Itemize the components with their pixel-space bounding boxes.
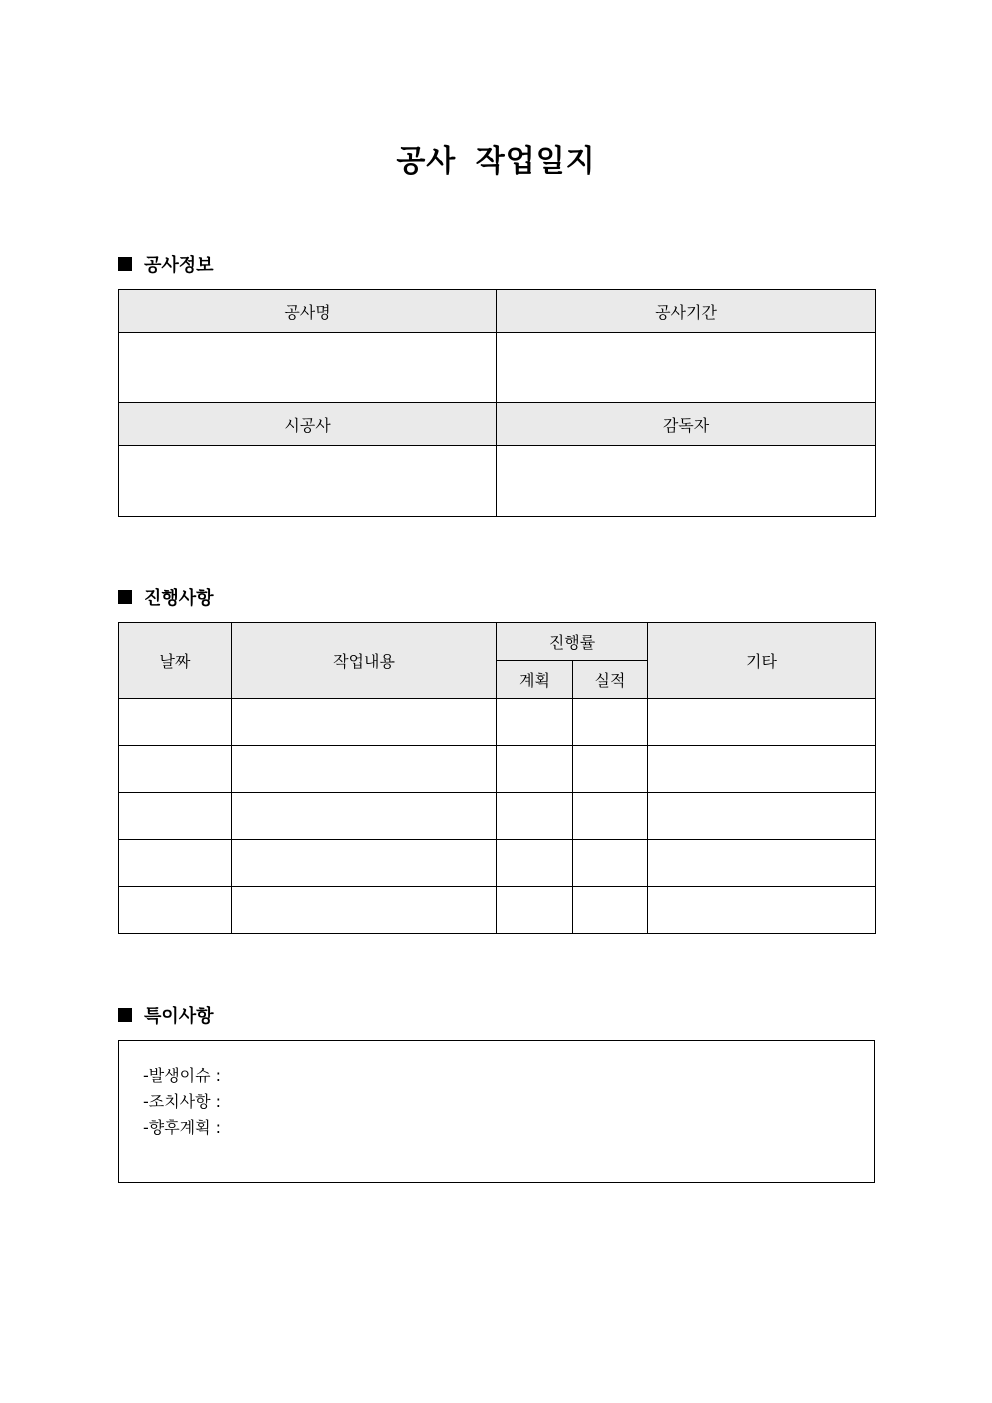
work-content-cell[interactable]: [232, 840, 497, 887]
supervisor-header: 감독자: [497, 403, 876, 446]
progress-rate-header: 진행률: [497, 623, 648, 661]
remark-action-line: -조치사항 :: [143, 1092, 222, 1111]
actual-cell[interactable]: [573, 887, 648, 934]
actual-cell[interactable]: [573, 793, 648, 840]
section-heading-info: [118, 252, 214, 276]
date-cell[interactable]: [119, 746, 232, 793]
plan-header: 계획: [497, 661, 573, 699]
project-name-header: 공사명: [119, 290, 497, 333]
work-content-cell[interactable]: [232, 746, 497, 793]
section-heading-progress: [118, 585, 214, 609]
remark-issue-line: -발생이슈 :: [143, 1066, 222, 1085]
actual-header: 실적: [573, 661, 648, 699]
supervisor-field[interactable]: [497, 446, 876, 517]
project-period-field[interactable]: [497, 333, 876, 403]
plan-cell[interactable]: [497, 887, 573, 934]
remarks-box[interactable]: [118, 1040, 875, 1183]
progress-table: [118, 622, 876, 934]
square-bullet-icon: [118, 590, 132, 604]
work-content-cell[interactable]: [232, 793, 497, 840]
section-heading-info-label: 공사정보: [144, 255, 214, 276]
date-cell[interactable]: [119, 887, 232, 934]
plan-cell[interactable]: [497, 746, 573, 793]
contractor-field[interactable]: [119, 446, 497, 517]
project-period-header: 공사기간: [497, 290, 876, 333]
square-bullet-icon: [118, 257, 132, 271]
section-heading-remarks: [118, 1003, 214, 1027]
section-heading-remarks-label: 특이사항: [144, 1006, 214, 1027]
remark-plan-line: -향후계획 :: [143, 1118, 222, 1137]
table-row: [119, 840, 876, 887]
work-content-cell[interactable]: [232, 699, 497, 746]
contractor-header: 시공사: [119, 403, 497, 446]
date-cell[interactable]: [119, 699, 232, 746]
etc-cell[interactable]: [648, 887, 876, 934]
plan-cell[interactable]: [497, 840, 573, 887]
section-heading-progress-label: 진행사항: [144, 588, 214, 609]
table-row: [119, 746, 876, 793]
date-cell[interactable]: [119, 793, 232, 840]
table-row: [119, 699, 876, 746]
etc-cell[interactable]: [648, 699, 876, 746]
table-row: [119, 793, 876, 840]
etc-header: 기타: [648, 623, 876, 699]
actual-cell[interactable]: [573, 699, 648, 746]
page-title: 공사 작업일지: [396, 144, 596, 179]
plan-cell[interactable]: [497, 699, 573, 746]
date-header: 날짜: [119, 623, 232, 699]
work-content-cell[interactable]: [232, 887, 497, 934]
etc-cell[interactable]: [648, 746, 876, 793]
etc-cell[interactable]: [648, 840, 876, 887]
square-bullet-icon: [118, 1008, 132, 1022]
table-row: [119, 887, 876, 934]
project-name-field[interactable]: [119, 333, 497, 403]
date-cell[interactable]: [119, 840, 232, 887]
plan-cell[interactable]: [497, 793, 573, 840]
etc-cell[interactable]: [648, 793, 876, 840]
work-content-header: 작업내용: [232, 623, 497, 699]
actual-cell[interactable]: [573, 746, 648, 793]
project-info-table: [118, 289, 876, 517]
actual-cell[interactable]: [573, 840, 648, 887]
